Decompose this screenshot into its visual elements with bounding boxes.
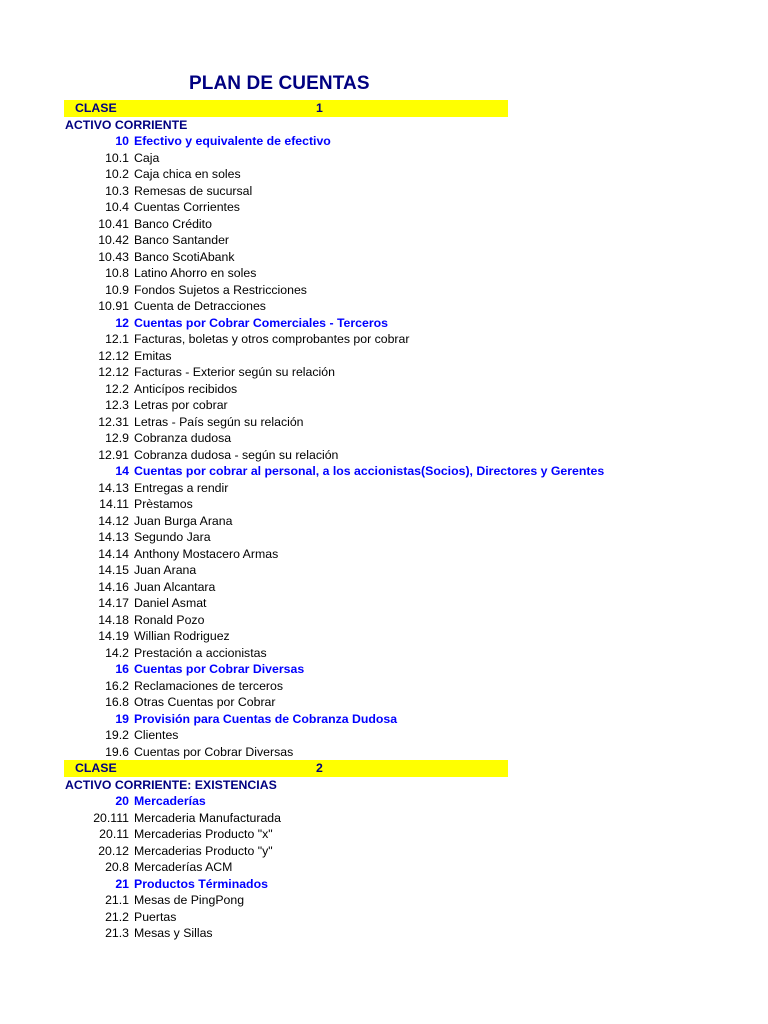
account-row xyxy=(0,381,768,398)
account-code: 19.2 xyxy=(105,728,129,742)
account-code: 16.8 xyxy=(105,695,129,709)
account-description: Facturas, boletas y otros comprobantes por cobrar xyxy=(134,332,410,346)
account-group-row xyxy=(0,133,768,150)
account-code: 10.9 xyxy=(105,282,129,297)
account-code: 10.8 xyxy=(105,266,129,280)
account-row xyxy=(0,265,768,282)
account-description: Banco Santander xyxy=(134,233,230,247)
account-description: Banco ScotiAbank xyxy=(134,249,235,264)
account-description: Caja xyxy=(134,150,160,165)
account-code: 16.2 xyxy=(105,678,129,693)
account-code: 21 xyxy=(115,876,129,891)
account-description: Cuentas por cobrar al personal, a los accionistas(Socios), Directores y Gerentes xyxy=(134,464,605,478)
account-code: 20.111 xyxy=(93,810,129,825)
account-code: 10 xyxy=(115,134,129,148)
account-description: Anticípos recibidos xyxy=(134,381,238,396)
account-row xyxy=(0,397,768,414)
account-row xyxy=(0,546,768,563)
account-row xyxy=(0,480,768,497)
account-code: 10.4 xyxy=(105,200,129,214)
account-row xyxy=(0,447,768,464)
account-row xyxy=(0,892,768,909)
account-code: 10.42 xyxy=(98,233,129,247)
account-code: 14.12 xyxy=(98,513,129,528)
account-row xyxy=(0,414,768,431)
account-code: 12.2 xyxy=(105,381,129,396)
account-description: Mercaderías ACM xyxy=(134,860,233,874)
account-description: Cuentas por Cobrar Diversas xyxy=(134,744,294,759)
account-description: Mercaderías xyxy=(134,794,206,808)
account-description: Provisión para Cuentas de Cobranza Dudosa xyxy=(134,711,398,726)
account-row xyxy=(0,166,768,183)
account-description: Cuentas Corrientes xyxy=(134,200,240,214)
account-row xyxy=(0,678,768,695)
account-row xyxy=(0,199,768,216)
account-description: Ronald Pozo xyxy=(134,612,205,627)
account-row xyxy=(0,529,768,546)
account-list xyxy=(0,100,768,942)
section-label: ACTIVO CORRIENTE xyxy=(65,117,188,132)
account-code: 10.91 xyxy=(98,299,129,313)
account-row xyxy=(0,843,768,860)
account-row xyxy=(0,183,768,200)
account-row xyxy=(0,249,768,266)
account-group-row xyxy=(0,661,768,678)
account-description: Mercaderias Producto "x" xyxy=(134,827,273,841)
account-row xyxy=(0,216,768,233)
account-code: 12.91 xyxy=(98,447,129,462)
account-group-row xyxy=(0,793,768,810)
account-row xyxy=(0,859,768,876)
account-code: 14.19 xyxy=(98,629,129,643)
account-description: Juan Arana xyxy=(134,563,197,577)
account-code: 19 xyxy=(115,711,129,726)
clase-label: CLASE xyxy=(75,101,117,115)
account-description: Juan Burga Arana xyxy=(134,513,233,528)
account-code: 14.13 xyxy=(98,530,129,544)
account-row xyxy=(0,298,768,315)
account-code: 20.8 xyxy=(105,860,129,874)
account-code: 10.41 xyxy=(98,216,129,231)
account-code: 10.2 xyxy=(105,167,129,181)
account-description: Juan Alcantara xyxy=(134,579,216,594)
account-code: 14.2 xyxy=(105,645,129,660)
account-row xyxy=(0,579,768,596)
account-description: Prèstamos xyxy=(134,497,193,511)
account-code: 12.12 xyxy=(98,348,129,363)
clase-number: 2 xyxy=(316,761,323,775)
account-description: Willian Rodriguez xyxy=(134,629,230,643)
account-description: Clientes xyxy=(134,728,179,742)
account-description: Otras Cuentas por Cobrar xyxy=(134,695,276,709)
account-row xyxy=(0,513,768,530)
account-description: Mercaderia Manufacturada xyxy=(134,810,281,825)
account-code: 14.16 xyxy=(98,579,129,594)
account-row xyxy=(0,150,768,167)
account-description: Prestación a accionistas xyxy=(134,645,267,660)
account-code: 14.18 xyxy=(98,612,129,627)
account-code: 12.31 xyxy=(98,414,129,429)
account-code: 14.17 xyxy=(98,596,129,610)
account-row xyxy=(0,628,768,645)
account-row xyxy=(0,826,768,843)
account-description: Caja chica en soles xyxy=(134,167,241,181)
account-row xyxy=(0,694,768,711)
account-code: 12.12 xyxy=(98,365,129,379)
account-description: Cuenta de Detracciones xyxy=(134,299,266,313)
account-row xyxy=(0,727,768,744)
account-code: 21.3 xyxy=(105,926,129,940)
account-description: Letras - País según su relación xyxy=(134,414,304,429)
account-description: Fondos Sujetos a Restricciones xyxy=(134,282,307,297)
account-row xyxy=(0,331,768,348)
account-description: Cobranza dudosa xyxy=(134,431,232,445)
account-description: Letras por cobrar xyxy=(134,398,228,412)
account-code: 12.9 xyxy=(105,431,129,445)
account-description: Cobranza dudosa - según su relación xyxy=(134,447,339,462)
account-code: 16 xyxy=(115,662,129,676)
account-code: 14.11 xyxy=(99,497,129,511)
account-group-row xyxy=(0,463,768,480)
account-code: 20.12 xyxy=(98,843,129,858)
account-row xyxy=(0,595,768,612)
account-row xyxy=(0,909,768,926)
account-code: 21.1 xyxy=(105,893,129,907)
clase-number: 1 xyxy=(316,101,323,115)
clase-label: CLASE xyxy=(75,761,117,775)
account-group-row xyxy=(0,315,768,332)
account-description: Latino Ahorro en soles xyxy=(134,266,257,280)
account-description: Efectivo y equivalente de efectivo xyxy=(134,134,331,148)
account-description: Productos Términados xyxy=(134,876,268,891)
account-description: Facturas - Exterior según su relación xyxy=(134,365,335,379)
account-description: Puertas xyxy=(134,909,177,924)
account-description: Mesas de PingPong xyxy=(134,893,245,907)
account-code: 14.14 xyxy=(98,546,129,561)
account-row xyxy=(0,562,768,579)
account-description: Cuentas por Cobrar Comerciales - Terceros xyxy=(134,315,388,330)
account-description: Anthony Mostacero Armas xyxy=(134,546,279,561)
account-code: 10.1 xyxy=(105,150,129,165)
account-group-row xyxy=(0,711,768,728)
account-code: 12.1 xyxy=(105,332,129,346)
account-code: 10.43 xyxy=(98,249,129,264)
page-title: PLAN DE CUENTAS xyxy=(189,73,370,94)
account-code: 14.13 xyxy=(98,480,129,495)
account-row xyxy=(0,232,768,249)
account-row xyxy=(0,744,768,761)
account-code: 21.2 xyxy=(105,909,129,924)
section-label: ACTIVO CORRIENTE: EXISTENCIAS xyxy=(65,777,277,792)
account-description: Emitas xyxy=(134,348,172,363)
account-description: Cuentas por Cobrar Diversas xyxy=(134,662,305,676)
account-code: 20.11 xyxy=(99,827,129,841)
account-group-row xyxy=(0,876,768,893)
account-row xyxy=(0,810,768,827)
account-description: Segundo Jara xyxy=(134,530,211,544)
account-row xyxy=(0,430,768,447)
section-heading xyxy=(0,777,768,794)
account-row xyxy=(0,925,768,942)
account-description: Entregas a rendir xyxy=(134,480,229,495)
section-heading xyxy=(0,117,768,134)
account-row xyxy=(0,612,768,629)
account-code: 19.6 xyxy=(105,744,129,759)
account-description: Mercaderias Producto "y" xyxy=(134,843,273,858)
account-description: Remesas de sucursal xyxy=(134,183,253,198)
account-row xyxy=(0,364,768,381)
clase-header-row xyxy=(64,100,508,117)
account-code: 12.3 xyxy=(105,398,129,412)
account-code: 14 xyxy=(115,464,129,478)
account-description: Reclamaciones de terceros xyxy=(134,678,283,693)
account-code: 12 xyxy=(115,315,129,330)
account-description: Daniel Asmat xyxy=(134,596,207,610)
account-code: 10.3 xyxy=(105,183,129,198)
account-row xyxy=(0,645,768,662)
account-row xyxy=(0,282,768,299)
account-row xyxy=(0,496,768,513)
account-description: Banco Crédito xyxy=(134,216,212,231)
clase-header-row xyxy=(64,760,508,777)
account-description: Mesas y Sillas xyxy=(134,926,213,940)
account-code: 20 xyxy=(115,794,129,808)
account-code: 14.15 xyxy=(98,563,129,577)
account-row xyxy=(0,348,768,365)
